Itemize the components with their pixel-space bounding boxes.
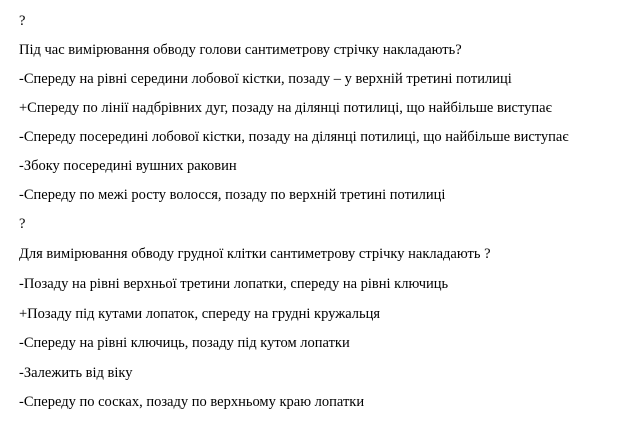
answer-option: -Спереду на рівні середини лобової кістки, позаду – у верхній третині потилиці: [19, 71, 512, 87]
answer-option-correct: +Спереду по лінії надбрівних дуг, позаду на ділянці потилиці, що найбільше виступає: [19, 100, 552, 116]
answer-option-correct: +Позаду під кутами лопаток, спереду на грудні кружальця: [19, 306, 381, 322]
answer-option: -Спереду посередині лобової кістки, позаду на ділянці потилиці, що найбільше виступає: [19, 129, 569, 145]
answer-option: -Спереду на рівні ключиць, позаду під кутом лопатки: [19, 335, 350, 351]
answer-option: -Спереду по сосках, позаду по верхньому краю лопатки: [19, 394, 365, 410]
question-marker: ?: [19, 13, 26, 29]
answer-option: -Позаду на рівні верхньої третини лопатки, спереду на рівні ключиць: [19, 276, 449, 292]
question-text: Для вимірювання обводу грудної клітки сантиметрову стрічку накладають ?: [19, 246, 491, 262]
question-marker: ?: [19, 216, 26, 232]
answer-option: -Збоку посередині вушних раковин: [19, 158, 237, 174]
answer-option: -Залежить від віку: [19, 365, 133, 381]
answer-option: -Спереду по межі росту волосся, позаду по верхній третині потилиці: [19, 187, 446, 203]
question-text: Під час вимірювання обводу голови сантиметрову стрічку накладають?: [19, 42, 462, 58]
